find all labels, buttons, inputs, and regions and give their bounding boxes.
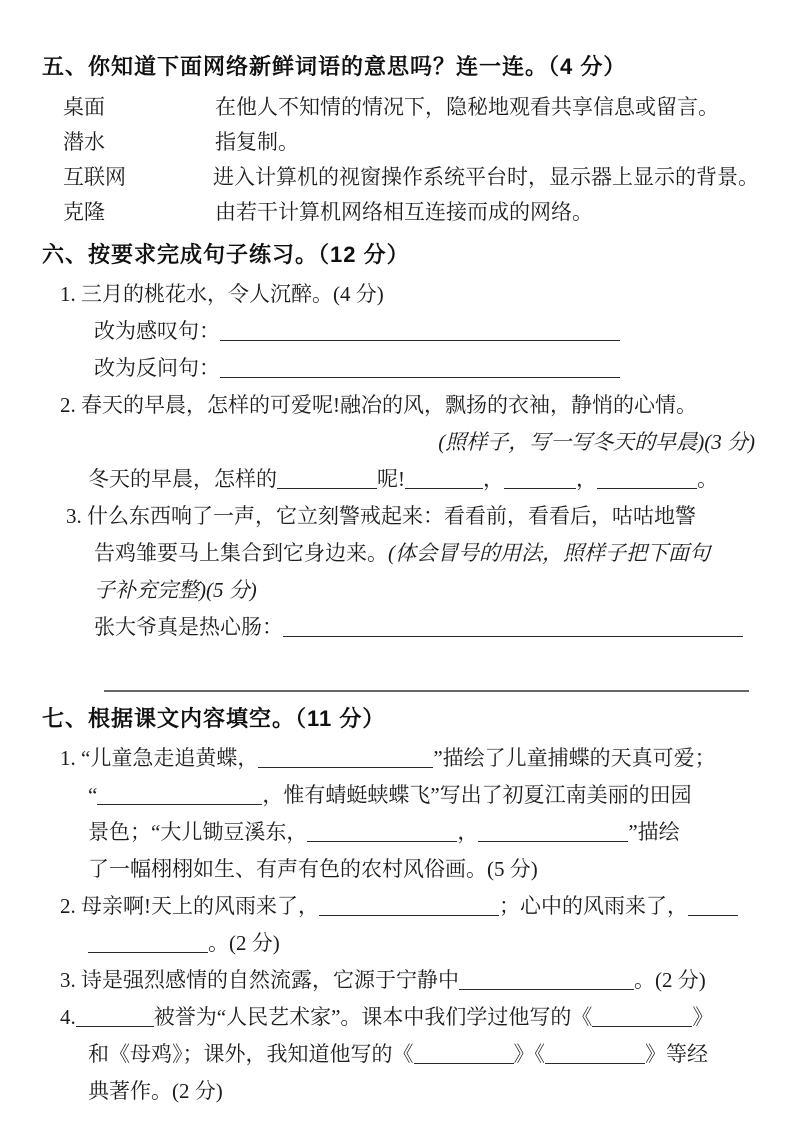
text-segment: 4. (60, 1005, 76, 1029)
match-term: 克隆 (63, 200, 105, 224)
text-segment: 2. 母亲啊!天上的风雨来了， (60, 894, 319, 918)
text-segment: ， (457, 820, 479, 844)
answer-blank (592, 1006, 692, 1027)
q6-3-line1: 3. 什么东西响了一声，它立刻警戒起来：看看前，看看后，咕咕地警 (66, 504, 696, 528)
match-definition: 由若干计算机网络相互连接而成的网络。 (215, 200, 593, 224)
match-row (42, 160, 759, 195)
answer-blank (258, 747, 433, 768)
section-6-heading: 六、按要求完成句子练习。（12 分） (42, 242, 410, 267)
answer-blank (97, 784, 262, 805)
text-segment: 》《 (513, 1042, 545, 1066)
section-7-fill-in (42, 704, 759, 1110)
text-segment: 冬天的早晨，怎样的 (88, 467, 277, 491)
text-segment: 被誉为“人民艺术家”。课本中我们学过他写的《 (153, 1005, 593, 1029)
text-segment: ；心中的风雨来了， (499, 894, 688, 918)
q6-2-prompt: 2. 春天的早晨，怎样的可爱呢!融冶的风，飘扬的衣袖，静悄的心情。 (60, 393, 697, 417)
answer-blank (76, 1006, 154, 1027)
answer-blank (220, 320, 620, 341)
fill-label: 张大爷真是热心肠： (94, 615, 283, 639)
text-segment: ”描绘 (628, 820, 680, 844)
match-row (42, 195, 759, 230)
answer-blank (459, 969, 634, 990)
answer-blank (88, 932, 208, 953)
text-segment: 3. 诗是强烈感情的自然流露，它源于宁静中 (60, 968, 459, 992)
answer-blank (688, 895, 738, 916)
q6-1-rhetorical-line (94, 350, 759, 387)
match-definition: 指复制。 (215, 130, 299, 154)
text-segment: 》 (692, 1005, 714, 1029)
rhetorical-label: 改为反问句： (94, 356, 220, 380)
match-definition: 在他人不知情的情况下，隐秘地观看共享信息或留言。 (215, 95, 719, 119)
q6-2-hint: (照样子，写一写冬天的早晨)(3 分) (438, 430, 755, 454)
text-segment: 和《母鸡》；课外，我知道他写的《 (88, 1042, 414, 1066)
q6-1-prompt: 1. 三月的桃花水，令人沉醉。(4 分) (60, 282, 384, 306)
text-segment: 》等经 (645, 1042, 708, 1066)
answer-blank (504, 468, 576, 489)
q6-3-line2 (94, 535, 759, 572)
text-segment: 。(2 分) (208, 931, 280, 955)
answer-blank (307, 821, 457, 842)
answer-blank (283, 616, 743, 637)
q7-2-line2 (88, 925, 759, 962)
match-term: 桌面 (63, 95, 105, 119)
answer-continuation-line (104, 646, 749, 692)
text-segment: 。(2 分) (634, 968, 706, 992)
exclaim-label: 改为感叹句： (94, 319, 220, 343)
matching-list (42, 90, 759, 230)
answer-blank (277, 468, 377, 489)
section-6-sentence-practice (42, 240, 759, 692)
text-segment: ，惟有蜻蜓蛱蝶飞”写出了初夏江南美丽的田园 (262, 783, 692, 807)
answer-blank (478, 821, 628, 842)
q6-2-fill-line (88, 461, 759, 498)
q6-3-line3: 子补充完整)(5 分) (94, 578, 257, 602)
hint-segment: (体会冒号的用法，照样子把下面句 (388, 541, 710, 565)
q7-2-line1 (60, 888, 759, 925)
q7-1-line2 (88, 777, 759, 814)
match-row (42, 90, 759, 125)
match-definition: 进入计算机的视窗操作系统平台时，显示器上显示的背景。 (213, 165, 759, 189)
section-5-heading: 五、你知道下面网络新鲜词语的意思吗？连一连。（4 分） (42, 54, 627, 79)
answer-blank (405, 468, 483, 489)
section-7-heading: 七、根据课文内容填空。（11 分） (42, 706, 386, 731)
q7-1-line3 (88, 814, 759, 851)
q7-1-line4: 了一幅栩栩如生、有声有色的农村风俗画。(5 分) (88, 857, 538, 881)
q6-1-exclaim-line (94, 313, 759, 350)
q7-4-line3: 典著作。(2 分) (88, 1079, 223, 1103)
q6-3-fill-line (94, 609, 759, 646)
answer-blank (319, 895, 499, 916)
section-5-matching (42, 52, 759, 230)
match-term: 互联网 (63, 165, 126, 189)
text-segment: “ (88, 783, 98, 807)
q7-3-line (60, 962, 759, 999)
q7-4-line2 (88, 1036, 759, 1073)
answer-blank (597, 468, 697, 489)
match-term: 潜水 (63, 130, 105, 154)
text-segment: 。 (697, 467, 718, 491)
text-segment: 1. “儿童急走追黄蝶， (60, 746, 259, 770)
answer-blank (414, 1043, 514, 1064)
text-segment: ， (483, 467, 504, 491)
match-row (42, 125, 759, 160)
text-segment: 告鸡雏要马上集合到它身边来。 (94, 541, 388, 565)
q7-4-line1 (60, 999, 759, 1036)
q7-1-line1 (60, 740, 759, 777)
text-segment: 呢! (377, 467, 405, 491)
text-segment: 景色；“大儿锄豆溪东， (88, 820, 308, 844)
text-segment: ， (576, 467, 597, 491)
text-segment: ”描绘了儿童捕蝶的天真可爱； (433, 746, 716, 770)
answer-blank (545, 1043, 645, 1064)
answer-blank (220, 357, 620, 378)
